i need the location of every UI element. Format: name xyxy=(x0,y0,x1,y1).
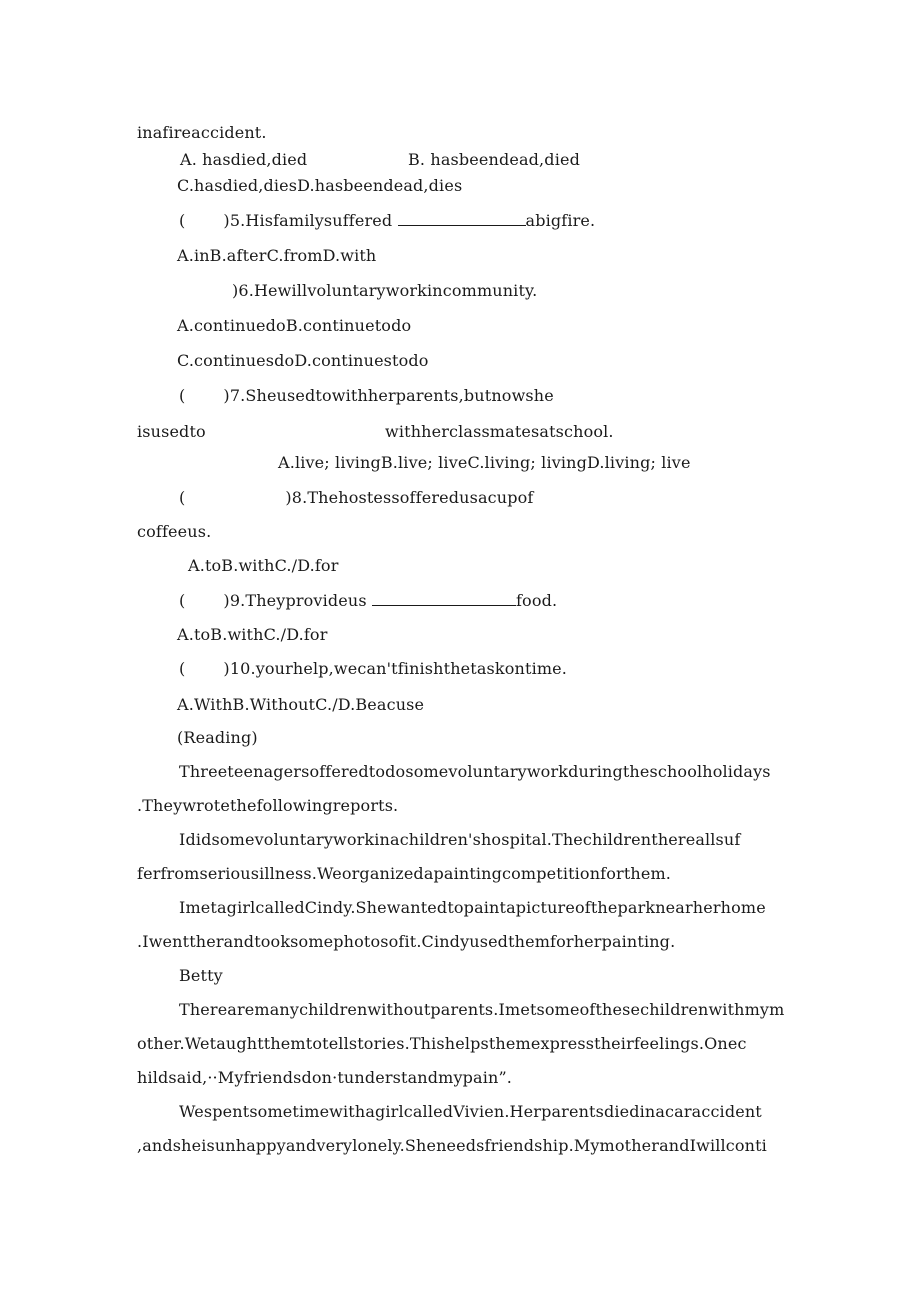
reading-p2-line-1: ImetagirlcalledCindy.Shewantedtopaintapictureoftheparknearherhome xyxy=(179,898,766,917)
q5-options: A.inB.afterC.fromD.with xyxy=(177,246,377,265)
q9-question xyxy=(179,591,557,611)
q5-paren-close: ) xyxy=(223,211,230,230)
q9-text-before: 9.Theyprovideus xyxy=(229,591,372,610)
reading-p2-line-2: .Iwenttherandtooksomephotosofit.Cindyusedthemforherpainting. xyxy=(137,932,676,951)
q10-question xyxy=(179,659,567,679)
q9-answer-blank[interactable] xyxy=(372,591,516,606)
q7-paren-close: ) xyxy=(223,386,230,405)
q7-paren-open: ( xyxy=(179,386,186,405)
reading-p3-line-1: Therearemanychildrenwithoutparents.Imetsomeofthesechildrenwithmym xyxy=(179,1000,785,1019)
q6-options-ab: A.continuedoB.continuetodo xyxy=(177,316,412,335)
q5-paren-open: ( xyxy=(179,211,186,230)
reading-intro-line-2: .Theywrotethefollowingreports. xyxy=(137,796,399,815)
q7-options: A.live; livingB.live; liveC.living; livingD.living; live xyxy=(278,453,691,472)
q7-continuation-a: isusedto xyxy=(137,422,206,441)
q5-question xyxy=(179,211,595,231)
q7-question xyxy=(179,386,554,406)
q5-text-before: 5.Hisfamilysuffered xyxy=(229,211,398,230)
q10-paren-close: ) xyxy=(223,659,230,678)
q8-question xyxy=(179,488,533,508)
q4-continuation: inafireaccident. xyxy=(137,123,267,142)
reading-p1-line-1: Ididsomevoluntaryworkinachildren'shospital.Thechildrenthereallsuf xyxy=(179,830,741,849)
q7-continuation-b: withherclassmatesatschool. xyxy=(385,422,614,441)
reading-p3-line-3: hildsaid,··Myfriendsdon·tunderstandmypain”. xyxy=(137,1068,513,1087)
q10-paren-open: ( xyxy=(179,659,186,678)
q10-text: 10.yourhelp,wecan'tfinishthetaskontime. xyxy=(229,659,568,678)
reading-p4-line-2: ,andsheisunhappyandverylonely.Sheneedsfriendship.MymotherandIwillconti xyxy=(137,1136,767,1155)
q5-text-after: abigfire. xyxy=(525,211,596,230)
q9-options: A.toB.withC./D.for xyxy=(177,625,328,644)
q8-text: )8.Thehostessofferedusacupof xyxy=(285,488,534,507)
reading-author-name: Betty xyxy=(179,966,223,985)
reading-p3-line-2: other.Wetaughtthemtotellstories.Thishelpsthemexpresstheirfeelings.Onec xyxy=(137,1034,747,1053)
q8-continuation: coffeeus. xyxy=(137,522,212,541)
q8-paren-open: ( xyxy=(179,488,186,507)
reading-p1-line-2: ferfromseriousillness.Weorganizedapaintingcompetitionforthem. xyxy=(137,864,672,883)
q4-option-a: A. hasdied,died xyxy=(180,150,308,169)
q5-answer-blank[interactable] xyxy=(398,211,526,226)
reading-heading: (Reading) xyxy=(177,728,258,747)
reading-p4-line-1: WespentsometimewithagirlcalledVivien.Herparentsdiedinacaraccident xyxy=(179,1102,762,1121)
q9-paren-close: ) xyxy=(223,591,230,610)
q8-options: A.toB.withC./D.for xyxy=(188,556,339,575)
q9-paren-open: ( xyxy=(179,591,186,610)
reading-intro-line-1: Threeteenagersofferedtodosomevoluntaryworkduringtheschoolholidays xyxy=(179,762,771,781)
q4-option-b: B. hasbeendead,died xyxy=(408,150,580,169)
q4-options-cd: C.hasdied,diesD.hasbeendead,dies xyxy=(177,176,463,195)
q7-text: 7.Sheusedtowithherparents,butnowshe xyxy=(229,386,554,405)
q6-options-cd: C.continuesdoD.continuestodo xyxy=(177,351,429,370)
q10-options: A.WithB.WithoutC./D.Beacuse xyxy=(177,695,425,714)
q6-question: )6.Hewillvoluntaryworkincommunity. xyxy=(232,281,538,300)
q9-text-after: food. xyxy=(515,591,558,610)
